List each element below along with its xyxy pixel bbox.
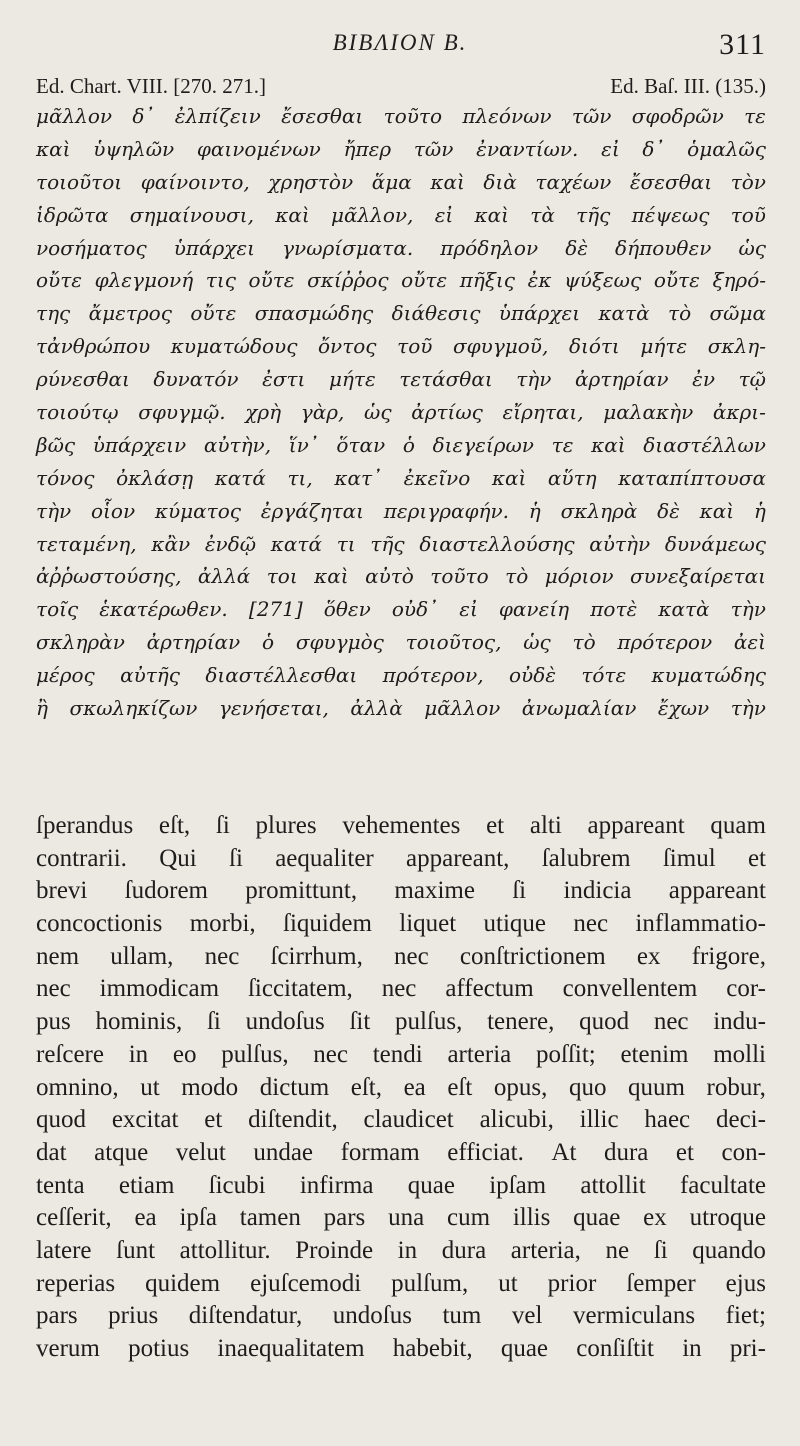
edition-reference-chartier: Ed. Chart. VIII. [270. 271.] — [36, 74, 266, 98]
latin-text-line: quod excitat et diſtendit, claudicet alicubi, illic haec deci- — [36, 1106, 766, 1134]
greek-text-line: τεταμένη, κἂν ἐνδῷ κατά τι τῆς διαστελλούσης αὐτὴν δυνάμεως — [36, 531, 766, 556]
greek-text-line: σκληρὰν ἀρτηρίαν ὁ σφυγμὸς τοιοῦτος, ὡς τὸ πρότερον ἀεὶ — [36, 630, 766, 655]
latin-text-line: contrarii. Qui ſi aequaliter appareant, ſalubrem ſimul et — [36, 844, 766, 872]
greek-text-line: τοῖς ἑκατέρωθεν. [271] ὅθεν οὐδ᾽ εἰ φανείη ποτὲ κατὰ τὴν — [36, 597, 766, 622]
greek-text-line: οὔτε φλεγμονή τις οὔτε σκίῤῥος οὔτε πῆξις ἐκ ψύξεως οὔτε ξηρό- — [36, 268, 766, 293]
running-title: ΒΙΒΛΙΟΝ Β. — [332, 30, 468, 55]
greek-text-line: μᾶλλον δ᾽ ἐλπίζειν ἔσεσθαι τοῦτο πλεόνων τῶν σφοδρῶν τε — [36, 104, 766, 128]
greek-text-line: μέρος αὐτῆς διαστέλλεσθαι πρότερον, οὐδὲ τότε κυματώδης — [36, 663, 766, 688]
greek-text-line: βῶς ὑπάρχειν αὐτὴν, ἵν᾽ ὅταν ὁ διεγείρων τε καὶ διαστέλλων — [36, 432, 766, 457]
latin-text-line: ceſſerit, ea ipſa tamen pars una cum illis quae ex utroque — [36, 1204, 766, 1232]
greek-text-line: τὴν οἷον κύματος ἐργάζηται περιγραφήν. ἡ σκληρὰ δὲ καὶ ἡ — [36, 498, 766, 523]
greek-text-line: ρύνεσθαι δυνατόν ἐστι μήτε τετάσθαι τὴν ἀρτηρίαν ἐν τῷ — [36, 367, 766, 392]
greek-text-line: ἱδρῶτα σημαίνουσι, καὶ μᾶλλον, εἰ καὶ τὰ τῆς πέψεως τοῦ — [36, 202, 766, 227]
latin-text-line: concoctionis morbi, ſiquidem liquet utique nec inflammatio- — [36, 910, 766, 938]
greek-text-line: τοιοῦτοι φαίνοιντο, χρηστὸν ἅμα καὶ διὰ ταχέων ἔσεσθαι τὸν — [36, 169, 766, 194]
greek-text-line: τοιούτῳ σφυγμῷ. χρὴ γὰρ, ὡς ἀρτίως εἴρηται, μαλακὴν ἀκρι- — [36, 400, 766, 425]
latin-text-line: tenta etiam ſicubi infirma quae ipſam attollit facultate — [36, 1171, 766, 1199]
latin-text-line: omnino, ut modo dictum eſt, ea eſt opus, quo quum robur, — [36, 1073, 766, 1101]
latin-text-line: nem ullam, nec ſcirrhum, nec conſtrictionem ex frigore, — [36, 942, 766, 970]
latin-text-line: latere ſunt attollitur. Proinde in dura arteria, ne ſi quando — [36, 1236, 766, 1264]
greek-text-line: τόνος ὀκλάσῃ κατά τι, κατ᾽ ἐκεῖνο καὶ αὕτη καταπίπτουσα — [36, 465, 766, 490]
latin-text-line: brevi ſudorem promittunt, maxime ſi indicia appareant — [36, 877, 766, 905]
greek-text-line: τἀνθρώπου κυματώδους ὄντος τοῦ σφυγμοῦ, διότι μήτε σκλη- — [36, 334, 766, 359]
latin-text-line: pus hominis, ſi undoſus ſit pulſus, tenere, quod nec indu- — [36, 1008, 766, 1036]
page-number: 311 — [719, 28, 766, 61]
edition-references — [36, 74, 766, 100]
latin-text-line: nec immodicam ſiccitatem, nec affectum convellentem cor- — [36, 975, 766, 1003]
latin-text-line: reſcere in eo pulſus, nec tendi arteria poſſit; etenim molli — [36, 1040, 766, 1068]
greek-text-line: ἢ σκωληκίζων γενήσεται, ἀλλὰ μᾶλλον ἀνωμαλίαν ἔχων τὴν — [36, 696, 766, 721]
running-header — [0, 28, 800, 61]
greek-text-line: ἀῤῥωστούσης, ἀλλά τοι καὶ αὐτὸ τοῦτο τὸ μόριον συνεξαίρεται — [36, 564, 766, 589]
greek-text-line: καὶ ὑψηλῶν φαινομένων ἤπερ τῶν ἐναντίων. εἰ δ᾽ ὁμαλῶς — [36, 136, 766, 161]
latin-text-line: ſperandus eſt, ſi plures vehementes et alti appareant quam — [36, 812, 766, 839]
greek-text-block — [36, 100, 766, 725]
latin-text-block — [36, 810, 766, 1366]
latin-text-line: verum potius inaequalitatem habebit, quae conſiſtit in pri- — [36, 1335, 766, 1362]
latin-text-line: pars prius diſtendatur, undoſus tum vel vermiculans fiet; — [36, 1302, 766, 1330]
greek-text-line: της ἄμετρος οὔτε σπασμώδης διάθεσις ὑπάρχει κατὰ τὸ σῶμα — [36, 301, 766, 326]
latin-text-line: reperias quidem ejuſcemodi pulſum, ut prior ſemper ejus — [36, 1269, 766, 1297]
latin-text-line: dat atque velut undae formam efficiat. At dura et con- — [36, 1138, 766, 1166]
greek-text-line: νοσήματος ὑπάρχει γνωρίσματα. πρόδηλον δὲ δήπουθεν ὡς — [36, 235, 766, 260]
edition-reference-basel: Ed. Baſ. III. (135.) — [610, 74, 766, 98]
